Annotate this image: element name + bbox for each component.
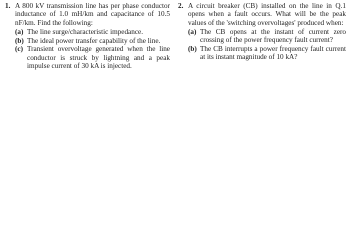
problem-1-part-a: [15, 28, 170, 36]
problem-2-text: A circuit breaker (CB) installed on the line in Q.1 opens when a fault occurs. What will be the peak values of the 'switching overvoltages' produced when:: [188, 2, 346, 27]
exam-page: [0, 0, 350, 107]
problem-1-part-b: [15, 37, 170, 45]
part-label: (a): [188, 27, 197, 36]
part-label: (a): [15, 27, 24, 36]
problem-2-statement: [178, 2, 346, 27]
problem-2-part-a: [188, 28, 346, 45]
part-label: (c): [15, 45, 23, 54]
problem-2-part-b: [188, 45, 346, 62]
problem-1-statement: [5, 2, 170, 27]
problem-1-number: 1.: [5, 2, 11, 10]
problem-2-number: 2.: [178, 2, 184, 10]
part-label: (b): [15, 36, 24, 45]
problem-1-part-c: [15, 45, 170, 70]
part-text: Transient overvoltage generated when the line conductor is struck by lightning and a peak impulse current of 30 kA is injected.: [27, 45, 170, 71]
part-text: The line surge/characteristic impedance.: [27, 27, 144, 36]
problem-2: [178, 2, 346, 62]
problem-2-parts: [178, 28, 346, 62]
part-text: The ideal power transfer capability of the line.: [27, 36, 161, 45]
problem-1-text: A 800 kV transmission line has per phase conductor inductance of 1.0 mH/km and capacitance of 10.5 nF/km. Find the following:: [15, 2, 170, 27]
part-text: The CB opens at the instant of current zero crossing of the power frequency fault current?: [200, 27, 346, 45]
part-text: The CB interrupts a power frequency fault current at its instant magnitude of 10 kA?: [200, 44, 346, 62]
problem-1-parts: [5, 28, 170, 71]
part-label: (b): [188, 44, 197, 53]
problem-1: [5, 2, 170, 71]
